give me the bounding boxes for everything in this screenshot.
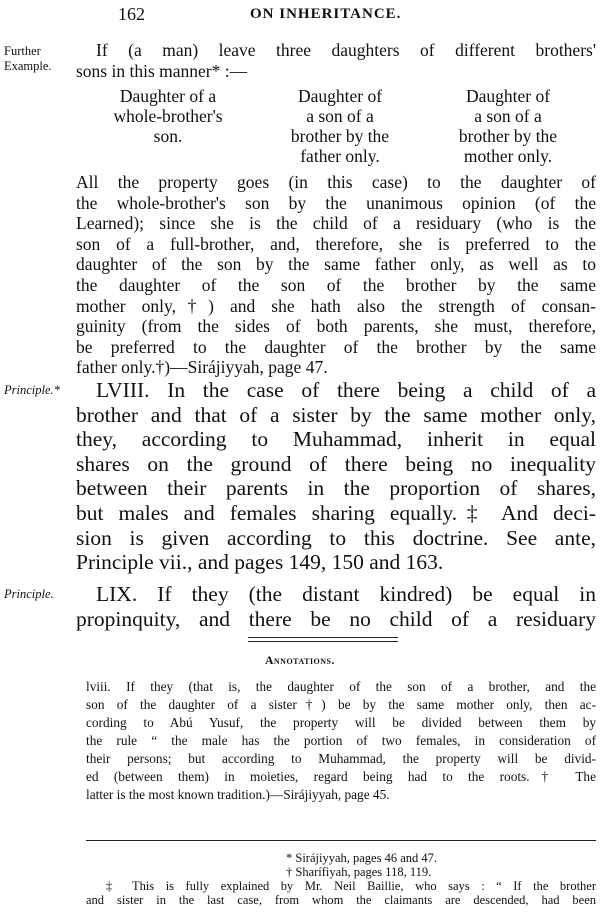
text-line: LIX. If they (the distant kindred) be equal in bbox=[96, 582, 596, 606]
column-line: father only. bbox=[300, 146, 380, 166]
column-line: whole-brother's bbox=[113, 106, 223, 126]
text-line: Learned); since she is the child of a residuary (who is the bbox=[76, 213, 596, 234]
text-line: but males and females sharing equally.‡ And deci- bbox=[76, 500, 596, 525]
footnote-item: ‡ This is fully explained by Mr. Neil Baillie, who says : “ If the brother bbox=[106, 879, 596, 893]
margin-note-line: Further bbox=[4, 44, 41, 58]
column-line: son. bbox=[153, 126, 183, 146]
page-number: 162 bbox=[118, 4, 145, 24]
text-line: son of a full-brother, and, therefore, she is preferred to the bbox=[76, 233, 596, 254]
annotations-body bbox=[86, 678, 596, 804]
text-line: mother only,†) and she hath also the strength of consan- bbox=[76, 295, 596, 316]
margin-note-text: Principle. bbox=[4, 587, 54, 601]
margin-note-line: Example. bbox=[4, 59, 52, 73]
text-line: between their parents in the proportion of shares, bbox=[76, 476, 596, 501]
text-line: brother and that of a sister by the same mother only, bbox=[76, 402, 596, 427]
footnote-rule bbox=[86, 840, 596, 841]
column-line: brother by the bbox=[458, 126, 558, 146]
column-line: brother by the bbox=[290, 126, 390, 146]
text-line: daughter of the son by the same father only, as well as to bbox=[76, 254, 596, 275]
divider-rule-top bbox=[248, 637, 398, 638]
annotations-heading: Annotations. bbox=[265, 655, 335, 667]
margin-note-principle-lix bbox=[4, 587, 54, 602]
text-line: sons in this manner* :— bbox=[76, 60, 248, 81]
column-line: Daughter of a bbox=[119, 86, 217, 106]
text-line: the whole-brother's son by the unanimous opinion (of the bbox=[76, 192, 596, 213]
column-line: Daughter of bbox=[297, 86, 383, 106]
annotation-line: cording to Abú Yusuf, the property will be divided between them by bbox=[86, 715, 596, 730]
column-line: mother only. bbox=[463, 146, 553, 166]
footnote-item: * Sirájiyyah, pages 46 and 47. bbox=[286, 851, 438, 865]
text-line: Principle vii., and pages 149, 150 and 163. bbox=[76, 550, 444, 575]
principle-lix bbox=[76, 582, 596, 631]
footnote-item: † Sharífiyah, pages 118, 119. bbox=[286, 865, 432, 879]
text-line: sion is given according to this doctrine. See ante, bbox=[76, 525, 596, 550]
annotation-line: lviii. If they (that is, the daughter of the son of a brother, and the bbox=[86, 679, 596, 694]
text-line: LVIII. In the case of there being a child of a bbox=[96, 378, 596, 402]
column-mother-only bbox=[428, 86, 588, 166]
annotation-line: their persons; but according to Muhammad, the property will be divid- bbox=[86, 751, 596, 766]
margin-note-further-example bbox=[4, 44, 52, 74]
text-line: guinity (from the sides of both parents, she must, therefore, bbox=[76, 316, 596, 337]
text-line: be preferred to the daughter of the brother by the same bbox=[76, 336, 596, 357]
footnote-item: and sister in the last case, from whom the claimants are descended, had been bbox=[86, 893, 596, 907]
annotation-line: son of the daughter of a sister†) be by the same mother only, then ac- bbox=[86, 697, 596, 712]
footnotes bbox=[86, 851, 596, 907]
intro-paragraph bbox=[76, 40, 596, 81]
annotation-line: ed (between them) in moieties, regard being had to the roots.† The bbox=[86, 769, 596, 784]
text-line: the daughter of the son of the brother by the same bbox=[76, 274, 596, 295]
column-whole-brother bbox=[88, 86, 248, 146]
text-line: If (a man) leave three daughters of different brothers' bbox=[96, 40, 596, 60]
running-title: ON INHERITANCE. bbox=[250, 6, 402, 22]
annotation-line: the rule “ the male has the portion of two females, in consideration of bbox=[86, 733, 596, 748]
column-line: Daughter of bbox=[465, 86, 551, 106]
text-line: All the property goes (in this case) to the daughter of bbox=[76, 172, 596, 192]
divider-rule-bottom bbox=[248, 641, 398, 642]
text-line: propinquity, and there be no child of a residuary bbox=[76, 606, 596, 631]
principle-lviii bbox=[76, 378, 596, 575]
margin-note-principle-lviii bbox=[4, 383, 60, 398]
column-father-only bbox=[260, 86, 420, 166]
text-line: shares on the ground of there being no inequality bbox=[76, 451, 596, 476]
text-line: they, according to Muhammad, inherit in equal bbox=[76, 427, 596, 452]
text-line: father only.†)—Sirájiyyah, page 47. bbox=[76, 357, 328, 378]
column-line: a son of a bbox=[306, 106, 374, 126]
margin-note-text: Principle.* bbox=[4, 383, 60, 397]
main-paragraph bbox=[76, 172, 596, 378]
column-line: a son of a bbox=[474, 106, 542, 126]
annotation-line: latter is the most known tradition.)—Sirájiyyah, page 45. bbox=[86, 787, 390, 802]
